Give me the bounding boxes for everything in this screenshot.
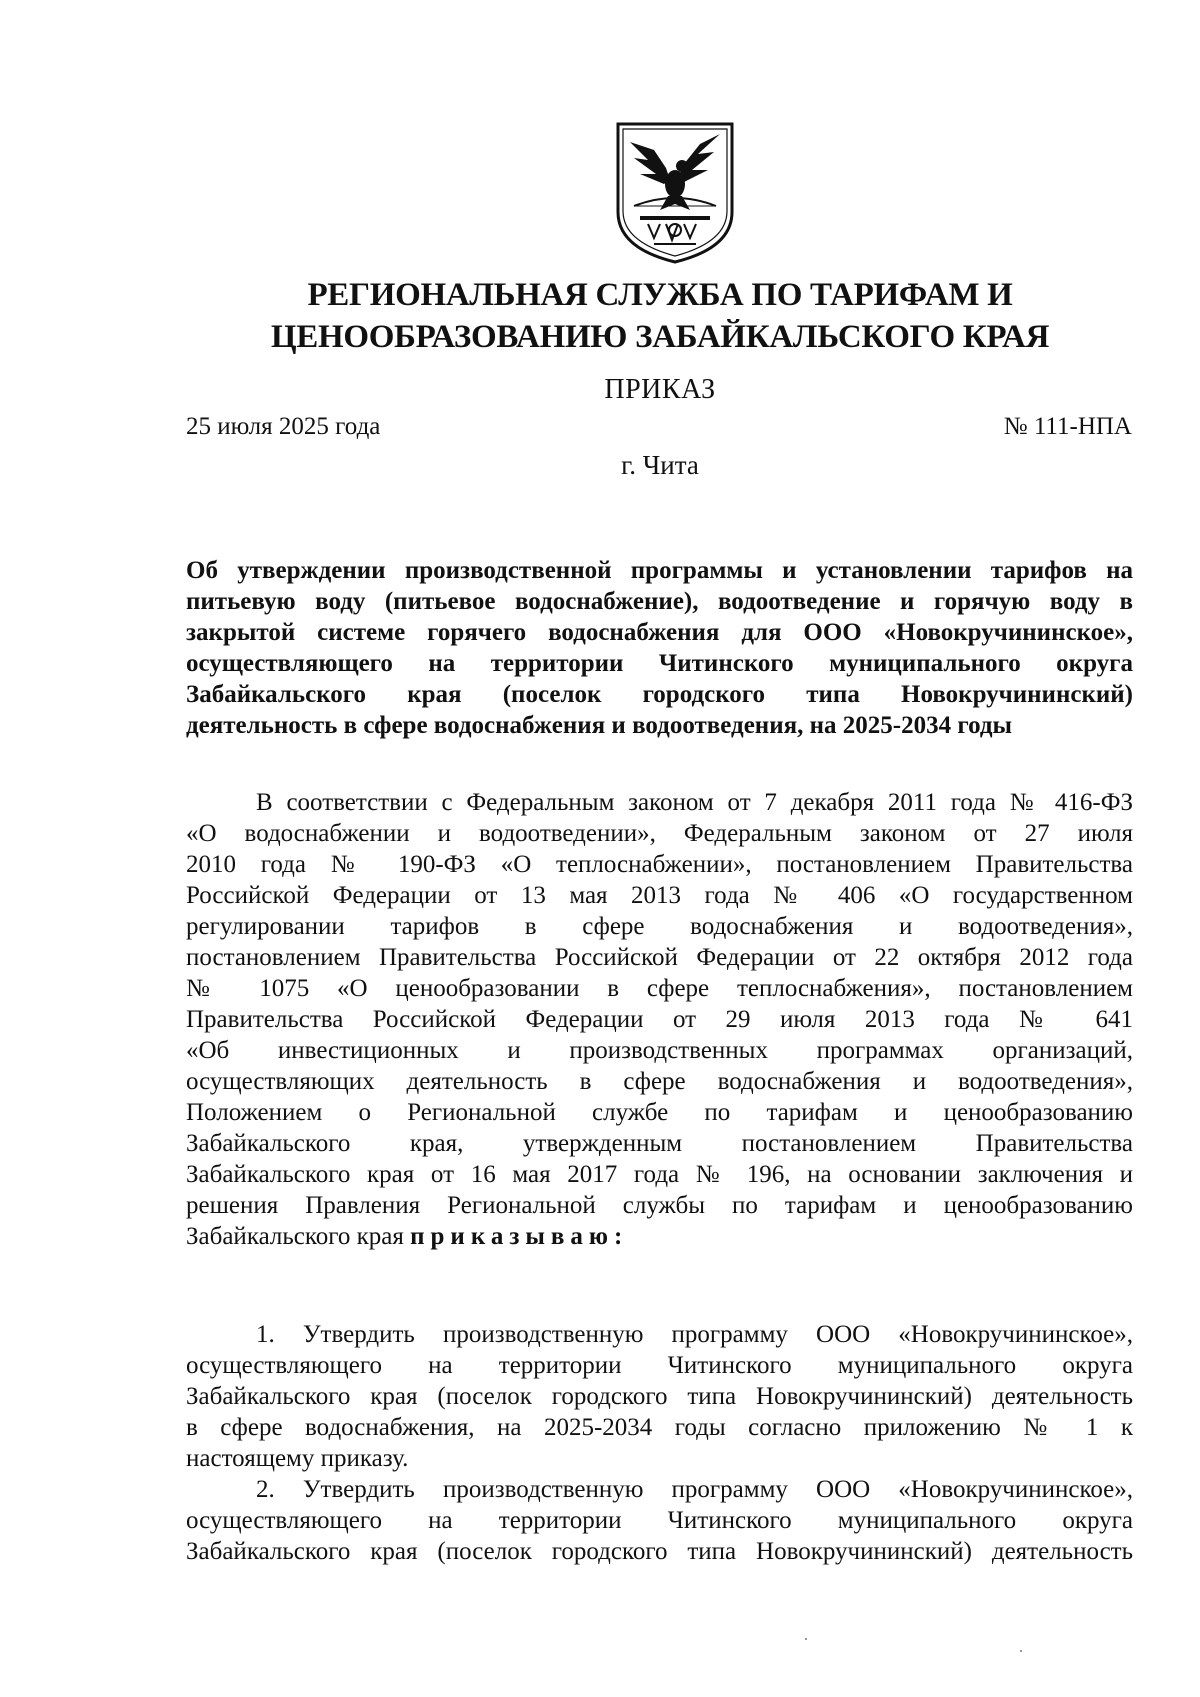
preamble-line: Российской Федерации от 13 мая 2013 года № 406 «О государственном [186, 882, 1133, 909]
preamble-line: 2010 года № 190-ФЗ «О теплоснабжении», постановлением Правительства [186, 851, 1133, 878]
subject-line: Забайкальского края (поселок городского типа Новокручининский) [186, 681, 1133, 708]
preamble-line: решения Правления Региональной службы по тарифам и ценообразованию [186, 1192, 1133, 1219]
preamble-line: № 1075 «О ценообразовании в сфере теплоснабжения», постановлением [186, 975, 1133, 1002]
subject-line: осуществляющего на территории Читинского муниципального округа [186, 650, 1133, 677]
agency-name-line-1: РЕГИОНАЛЬНАЯ СЛУЖБА ПО ТАРИФАМ И [307, 277, 1013, 313]
order-city: г. Чита [621, 450, 699, 480]
subject-line: закрытой системе горячего водоснабжения для ООО «Новокручининское», [186, 619, 1133, 646]
item1-line: Забайкальского края (поселок городского типа Новокручининский) деятельность [186, 1383, 1133, 1410]
preamble-line: Забайкальского края от 16 мая 2017 года № 196, на основании заключения и [186, 1161, 1133, 1188]
subject-line: питьевую воду (питьевое водоснабжение), водоотведение и горячую воду в [186, 588, 1133, 615]
agency-name-line-2: ЦЕНООБРАЗОВАНИЮ ЗАБАЙКАЛЬСКОГО КРАЯ [270, 319, 1050, 355]
item2-line: 2. Утвердить производственную программу ООО «Новокручининское», [256, 1476, 1133, 1503]
item1-line: осуществляющего на территории Читинского муниципального округа [186, 1352, 1133, 1379]
item2-line: Забайкальского края (поселок городского типа Новокручининский) деятельность [186, 1538, 1133, 1565]
preamble-line-text: Забайкальского края [186, 1223, 404, 1250]
item1-line: настоящему приказу. [186, 1445, 409, 1472]
preamble-line: осуществляющих деятельность в сфере водоснабжения и водоотведения», [186, 1068, 1133, 1095]
order-title: ПРИКАЗ [604, 374, 716, 405]
order-directive: приказываю: [410, 1223, 629, 1250]
preamble-line: Правительства Российской Федерации от 29 июля 2013 года № 641 [186, 1006, 1133, 1033]
order-date: 25 июля 2025 года [186, 413, 381, 440]
preamble-line: регулировании тарифов в сфере водоснабжения и водоотведения», [186, 913, 1133, 940]
preamble-line: Забайкальского края, утвержденным постановлением Правительства [186, 1130, 1133, 1157]
preamble-line: Положением о Региональной службе по тарифам и ценообразованию [186, 1099, 1133, 1126]
preamble-line: «Об инвестиционных и производственных программах организаций, [186, 1037, 1133, 1064]
preamble-line: В соответствии с Федеральным законом от 7 декабря 2011 года № 416-ФЗ [256, 789, 1133, 816]
order-number: № 111-НПА [1003, 413, 1132, 440]
subject-line: Об утверждении производственной программы и установлении тарифов на [186, 557, 1133, 584]
preamble-line: постановлением Правительства Российской Федерации от 22 октября 2012 года [186, 944, 1133, 971]
subject-line: деятельность в сфере водоснабжения и водоотведения, на 2025-2034 годы [186, 712, 1013, 739]
preamble-line: «О водоснабжении и водоотведении», Федеральным законом от 27 июля [186, 820, 1133, 847]
item1-line: в сфере водоснабжения, на 2025-2034 годы согласно приложению № 1 к [186, 1414, 1133, 1441]
item1-line: 1. Утвердить производственную программу ООО «Новокручининское», [256, 1321, 1133, 1348]
item2-line: осуществляющего на территории Читинского муниципального округа [186, 1507, 1133, 1534]
